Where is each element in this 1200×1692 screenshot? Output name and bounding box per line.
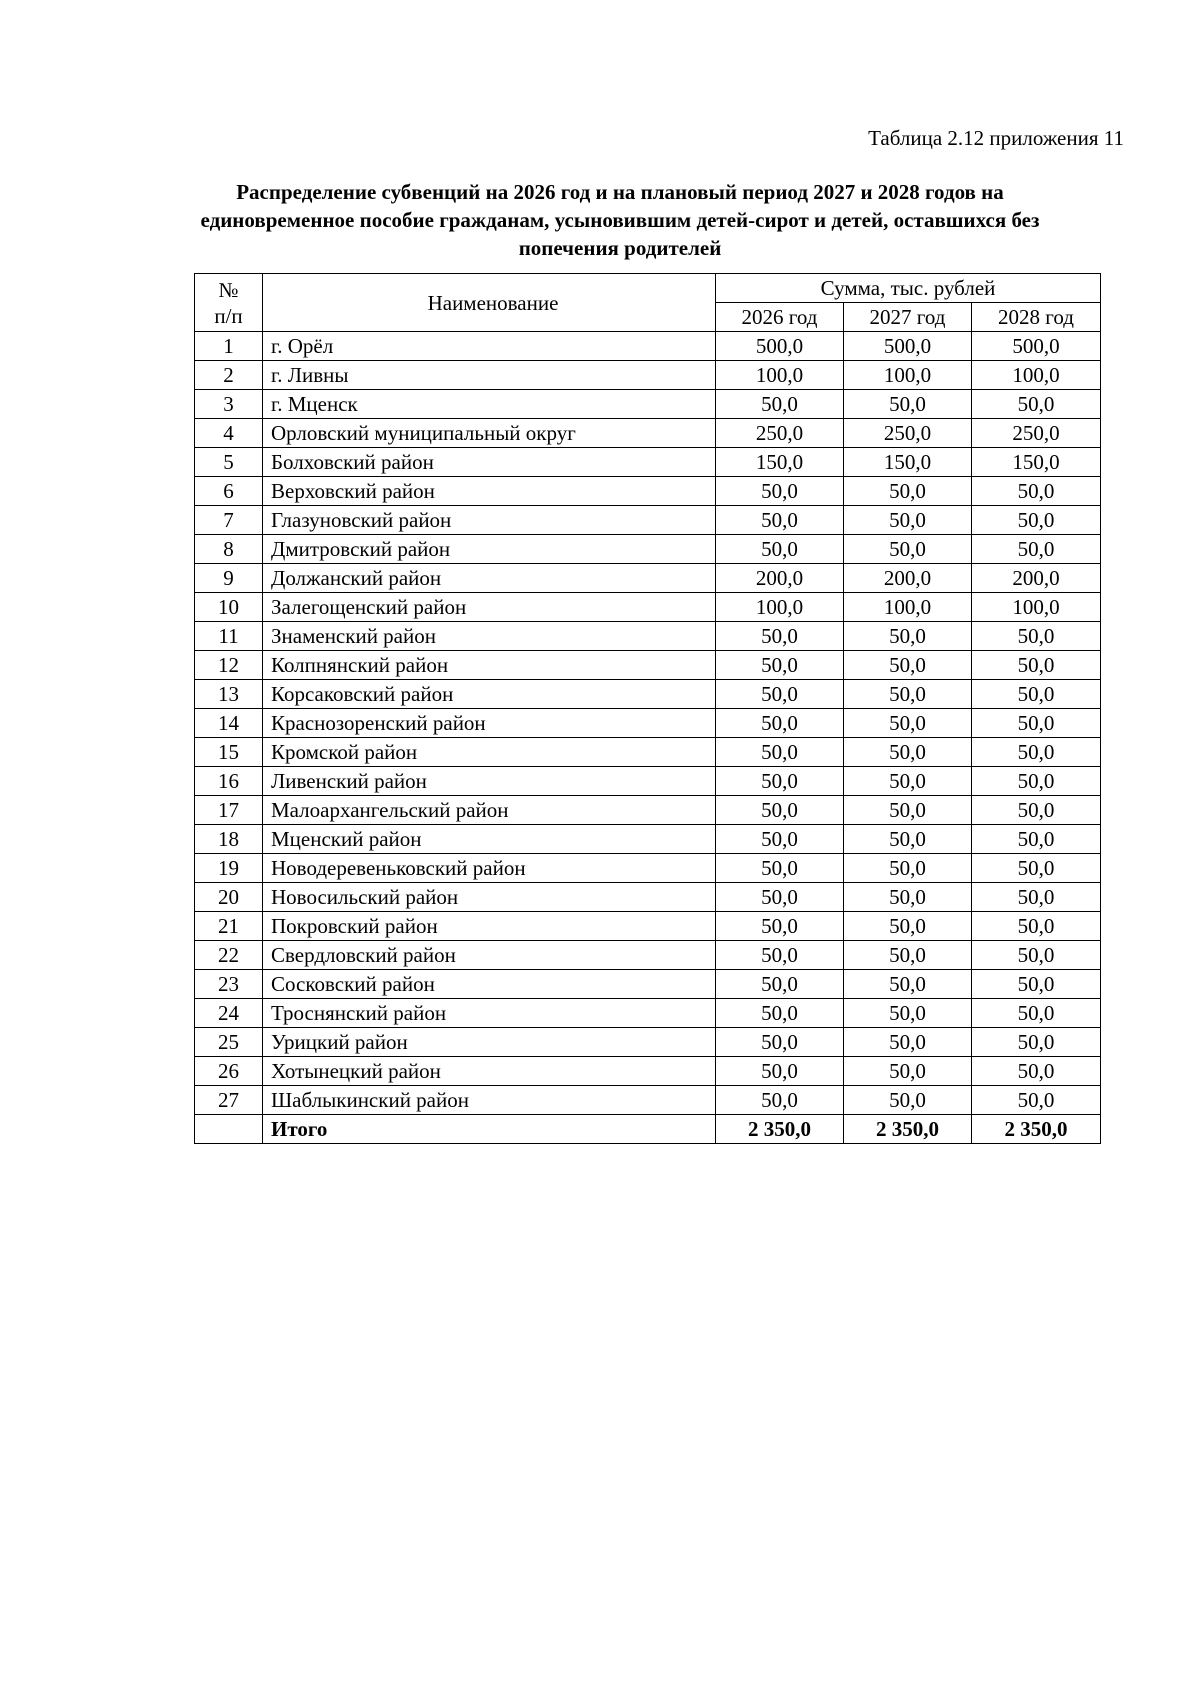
row-number-cell: 6 — [195, 477, 263, 506]
header-year-2026: 2026 год — [716, 303, 844, 332]
row-number-cell: 4 — [195, 419, 263, 448]
table-row — [195, 477, 1101, 506]
table-row — [195, 767, 1101, 796]
total-value-2028: 2 350,0 — [972, 1115, 1101, 1144]
row-value-2026: 50,0 — [716, 622, 844, 651]
table-row — [195, 622, 1101, 651]
row-number-cell: 21 — [195, 912, 263, 941]
row-name-cell: Ливенский район — [263, 767, 716, 796]
row-value-2027: 50,0 — [844, 506, 972, 535]
row-name-cell: Малоархангельский район — [263, 796, 716, 825]
row-value-2028: 50,0 — [972, 738, 1101, 767]
table-row — [195, 390, 1101, 419]
row-number-cell: 15 — [195, 738, 263, 767]
header-year-2028: 2028 год — [972, 303, 1101, 332]
row-value-2026: 50,0 — [716, 912, 844, 941]
row-value-2028: 500,0 — [972, 332, 1101, 361]
row-name-cell: Покровский район — [263, 912, 716, 941]
row-value-2028: 200,0 — [972, 564, 1101, 593]
row-value-2027: 50,0 — [844, 999, 972, 1028]
row-name-cell: Должанский район — [263, 564, 716, 593]
row-value-2026: 150,0 — [716, 448, 844, 477]
row-value-2026: 250,0 — [716, 419, 844, 448]
table-row — [195, 506, 1101, 535]
row-number-cell: 25 — [195, 1028, 263, 1057]
row-name-cell: Троснянский район — [263, 999, 716, 1028]
row-value-2028: 50,0 — [972, 680, 1101, 709]
table-row — [195, 825, 1101, 854]
row-number-cell: 12 — [195, 651, 263, 680]
row-value-2028: 50,0 — [972, 709, 1101, 738]
row-value-2026: 50,0 — [716, 709, 844, 738]
row-number-cell: 27 — [195, 1086, 263, 1115]
row-name-cell: Новодеревеньковский район — [263, 854, 716, 883]
row-name-cell: Свердловский район — [263, 941, 716, 970]
row-value-2027: 250,0 — [844, 419, 972, 448]
header-sum: Сумма, тыс. рублей — [716, 274, 1101, 303]
row-value-2027: 50,0 — [844, 912, 972, 941]
row-number-cell: 17 — [195, 796, 263, 825]
table-row — [195, 1086, 1101, 1115]
row-value-2028: 50,0 — [972, 651, 1101, 680]
table-row — [195, 941, 1101, 970]
row-value-2028: 50,0 — [972, 1057, 1101, 1086]
row-name-cell: г. Ливны — [263, 361, 716, 390]
row-value-2028: 150,0 — [972, 448, 1101, 477]
row-name-cell: Сосковский район — [263, 970, 716, 999]
row-value-2027: 50,0 — [844, 883, 972, 912]
total-row — [195, 1115, 1101, 1144]
row-value-2027: 200,0 — [844, 564, 972, 593]
row-value-2027: 50,0 — [844, 390, 972, 419]
row-value-2026: 50,0 — [716, 999, 844, 1028]
table-row — [195, 1028, 1101, 1057]
row-value-2026: 50,0 — [716, 825, 844, 854]
header-number-label: п/п — [214, 303, 243, 328]
row-name-cell: Кромской район — [263, 738, 716, 767]
row-number-cell: 26 — [195, 1057, 263, 1086]
table-row — [195, 912, 1101, 941]
table-row — [195, 738, 1101, 767]
table-caption: Таблица 2.12 приложения 11 — [868, 126, 1124, 150]
row-value-2026: 50,0 — [716, 883, 844, 912]
row-value-2028: 50,0 — [972, 767, 1101, 796]
row-value-2028: 50,0 — [972, 535, 1101, 564]
row-value-2027: 50,0 — [844, 1028, 972, 1057]
row-value-2027: 50,0 — [844, 622, 972, 651]
title-line: единовременное пособие гражданам, усыновившим детей-сирот и детей, оставшихся без — [200, 208, 1040, 232]
row-value-2027: 50,0 — [844, 535, 972, 564]
row-value-2026: 50,0 — [716, 506, 844, 535]
header-year-2027: 2027 год — [844, 303, 972, 332]
row-value-2026: 50,0 — [716, 738, 844, 767]
row-value-2027: 50,0 — [844, 796, 972, 825]
row-value-2026: 50,0 — [716, 1057, 844, 1086]
row-value-2026: 50,0 — [716, 477, 844, 506]
row-value-2026: 200,0 — [716, 564, 844, 593]
row-value-2028: 50,0 — [972, 796, 1101, 825]
row-number-cell: 16 — [195, 767, 263, 796]
row-name-cell: Болховский район — [263, 448, 716, 477]
row-name-cell: Глазуновский район — [263, 506, 716, 535]
table-row — [195, 854, 1101, 883]
row-value-2028: 50,0 — [972, 825, 1101, 854]
table-row — [195, 883, 1101, 912]
total-number-cell — [195, 1115, 263, 1144]
row-name-cell: Урицкий район — [263, 1028, 716, 1057]
table-row — [195, 680, 1101, 709]
row-value-2027: 100,0 — [844, 593, 972, 622]
row-name-cell: Дмитровский район — [263, 535, 716, 564]
row-number-cell: 20 — [195, 883, 263, 912]
row-number-cell: 10 — [195, 593, 263, 622]
row-value-2026: 50,0 — [716, 941, 844, 970]
table-row — [195, 332, 1101, 361]
row-value-2027: 50,0 — [844, 941, 972, 970]
total-value-2026: 2 350,0 — [716, 1115, 844, 1144]
title-line: Распределение субвенций на 2026 год и на плановый период 2027 и 2028 годов на — [236, 180, 1004, 204]
row-name-cell: Залегощенский район — [263, 593, 716, 622]
table-body — [195, 332, 1101, 1115]
row-value-2026: 50,0 — [716, 390, 844, 419]
row-value-2026: 50,0 — [716, 796, 844, 825]
row-number-cell: 24 — [195, 999, 263, 1028]
table-row — [195, 651, 1101, 680]
row-value-2027: 50,0 — [844, 651, 972, 680]
row-name-cell: Знаменский район — [263, 622, 716, 651]
table-row — [195, 593, 1101, 622]
row-number-cell: 7 — [195, 506, 263, 535]
row-name-cell: Краснозоренский район — [263, 709, 716, 738]
row-number-cell: 19 — [195, 854, 263, 883]
row-value-2026: 100,0 — [716, 361, 844, 390]
row-number-cell: 11 — [195, 622, 263, 651]
table-row — [195, 448, 1101, 477]
row-value-2026: 500,0 — [716, 332, 844, 361]
row-name-cell: Мценский район — [263, 825, 716, 854]
row-value-2027: 50,0 — [844, 1086, 972, 1115]
row-value-2028: 50,0 — [972, 970, 1101, 999]
row-number-cell: 1 — [195, 332, 263, 361]
table-row — [195, 970, 1101, 999]
row-value-2027: 50,0 — [844, 477, 972, 506]
row-name-cell: Хотынецкий район — [263, 1057, 716, 1086]
row-number-cell: 14 — [195, 709, 263, 738]
row-value-2028: 50,0 — [972, 1086, 1101, 1115]
table-row — [195, 535, 1101, 564]
row-value-2026: 100,0 — [716, 593, 844, 622]
row-value-2028: 50,0 — [972, 390, 1101, 419]
row-value-2028: 50,0 — [972, 883, 1101, 912]
row-value-2027: 500,0 — [844, 332, 972, 361]
row-value-2026: 50,0 — [716, 680, 844, 709]
row-value-2027: 50,0 — [844, 767, 972, 796]
row-name-cell: Новосильский район — [263, 883, 716, 912]
row-value-2028: 250,0 — [972, 419, 1101, 448]
row-value-2027: 50,0 — [844, 738, 972, 767]
title-line: попечения родителей — [518, 236, 722, 260]
row-name-cell: Верховский район — [263, 477, 716, 506]
total-value-2027: 2 350,0 — [844, 1115, 972, 1144]
row-value-2027: 100,0 — [844, 361, 972, 390]
row-value-2028: 50,0 — [972, 941, 1101, 970]
row-number-cell: 9 — [195, 564, 263, 593]
row-value-2028: 50,0 — [972, 912, 1101, 941]
row-value-2028: 50,0 — [972, 477, 1101, 506]
row-value-2028: 100,0 — [972, 361, 1101, 390]
total-label: Итого — [263, 1115, 716, 1144]
header-number — [195, 274, 263, 332]
row-number-cell: 8 — [195, 535, 263, 564]
row-value-2027: 50,0 — [844, 680, 972, 709]
row-value-2028: 100,0 — [972, 593, 1101, 622]
row-name-cell: Орловский муниципальный округ — [263, 419, 716, 448]
row-value-2026: 50,0 — [716, 970, 844, 999]
table-row — [195, 361, 1101, 390]
row-number-cell: 13 — [195, 680, 263, 709]
row-number-cell: 3 — [195, 390, 263, 419]
header-name: Наименование — [263, 274, 716, 332]
row-name-cell: Шаблыкинский район — [263, 1086, 716, 1115]
row-value-2027: 50,0 — [844, 825, 972, 854]
row-value-2026: 50,0 — [716, 1028, 844, 1057]
table-row — [195, 1057, 1101, 1086]
table-row — [195, 999, 1101, 1028]
header-number-symbol: № — [218, 277, 239, 302]
document-title — [140, 178, 1100, 262]
row-number-cell: 5 — [195, 448, 263, 477]
row-value-2026: 50,0 — [716, 767, 844, 796]
row-name-cell: Колпнянский район — [263, 651, 716, 680]
row-number-cell: 18 — [195, 825, 263, 854]
row-value-2026: 50,0 — [716, 1086, 844, 1115]
row-value-2027: 50,0 — [844, 709, 972, 738]
table-row — [195, 419, 1101, 448]
row-value-2027: 150,0 — [844, 448, 972, 477]
row-value-2026: 50,0 — [716, 535, 844, 564]
row-value-2028: 50,0 — [972, 1028, 1101, 1057]
table-row — [195, 709, 1101, 738]
row-number-cell: 2 — [195, 361, 263, 390]
row-value-2027: 50,0 — [844, 854, 972, 883]
row-number-cell: 22 — [195, 941, 263, 970]
row-name-cell: г. Мценск — [263, 390, 716, 419]
row-value-2026: 50,0 — [716, 854, 844, 883]
row-number-cell: 23 — [195, 970, 263, 999]
row-value-2027: 50,0 — [844, 1057, 972, 1086]
table-row — [195, 564, 1101, 593]
row-value-2028: 50,0 — [972, 854, 1101, 883]
row-value-2027: 50,0 — [844, 970, 972, 999]
row-value-2028: 50,0 — [972, 999, 1101, 1028]
row-name-cell: Корсаковский район — [263, 680, 716, 709]
table-row — [195, 796, 1101, 825]
row-value-2028: 50,0 — [972, 506, 1101, 535]
row-name-cell: г. Орёл — [263, 332, 716, 361]
row-value-2028: 50,0 — [972, 622, 1101, 651]
subsidy-table — [194, 273, 1101, 1144]
row-value-2026: 50,0 — [716, 651, 844, 680]
